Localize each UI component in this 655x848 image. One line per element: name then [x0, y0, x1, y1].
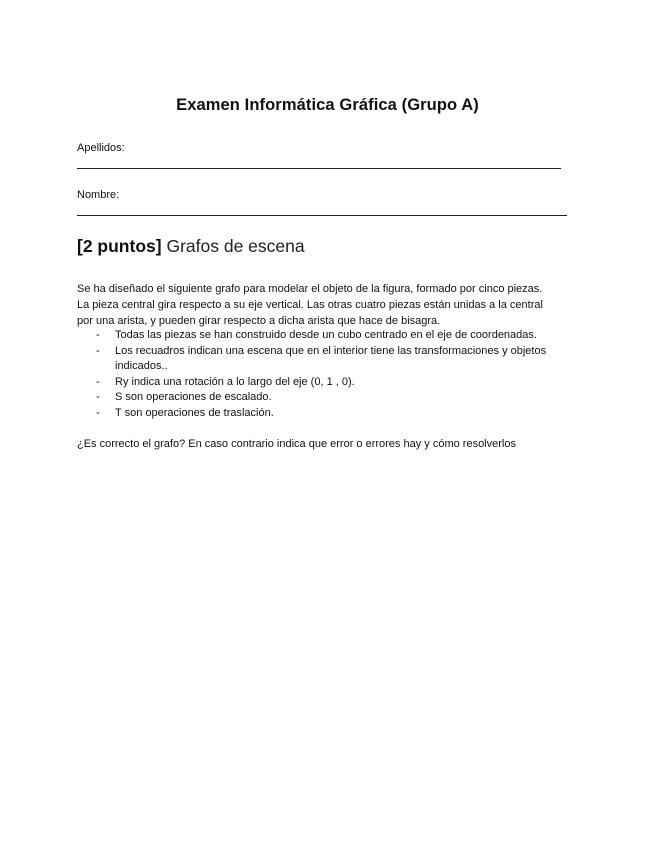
question-text: ¿Es correcto el grafo? En caso contrario indica que error o errores hay y cómo resolverlos: [77, 438, 516, 450]
bullet-item: [77, 390, 577, 406]
bullet-marker: -: [96, 375, 100, 388]
intro-line: por una arista, y pueden girar respecto a dicha arista que hace de bisagra.: [77, 315, 441, 327]
bullet-text: T son operaciones de traslación.: [115, 406, 274, 419]
bullet-item: [77, 328, 577, 344]
surname-answer-line[interactable]: [77, 168, 561, 169]
name-answer-line[interactable]: [77, 215, 567, 216]
section-points: [2 puntos]: [77, 236, 162, 256]
intro-line: Se ha diseñado el siguiente grafo para modelar el objeto de la figura, formado por cinco piezas.: [77, 283, 543, 295]
bullet-marker: -: [96, 406, 100, 419]
bullet-item: [77, 406, 577, 422]
bullet-marker: -: [96, 391, 100, 403]
section-heading: [77, 236, 305, 257]
bullet-text: Ry indica una rotación a lo largo del eje (0, 1 , 0).: [115, 375, 355, 388]
bullet-text: Todas las piezas se han construido desde un cubo centrado en el eje de coordenadas.: [115, 329, 537, 341]
bullet-item: [77, 375, 577, 391]
bullet-list: [77, 328, 577, 421]
bullet-text: Los recuadros indican una escena que en el interior tiene las transformaciones y objetos: [115, 344, 547, 357]
name-label: Nombre:: [77, 189, 120, 201]
bullet-text: S son operaciones de escalado.: [115, 391, 272, 403]
intro-paragraph: [77, 281, 577, 329]
exam-title: Examen Informática Gráfica (Grupo A): [176, 96, 479, 114]
section-topic: Grafos de escena: [166, 236, 305, 256]
bullet-marker: -: [96, 329, 100, 341]
surname-label: Apellidos:: [77, 142, 125, 154]
intro-line: La pieza central gira respecto a su eje vertical. Las otras cuatro piezas están unidas a la central: [77, 299, 543, 311]
bullet-marker: -: [96, 344, 100, 357]
bullet-text-continuation: indicados..: [115, 360, 168, 372]
bullet-item: [77, 344, 577, 375]
